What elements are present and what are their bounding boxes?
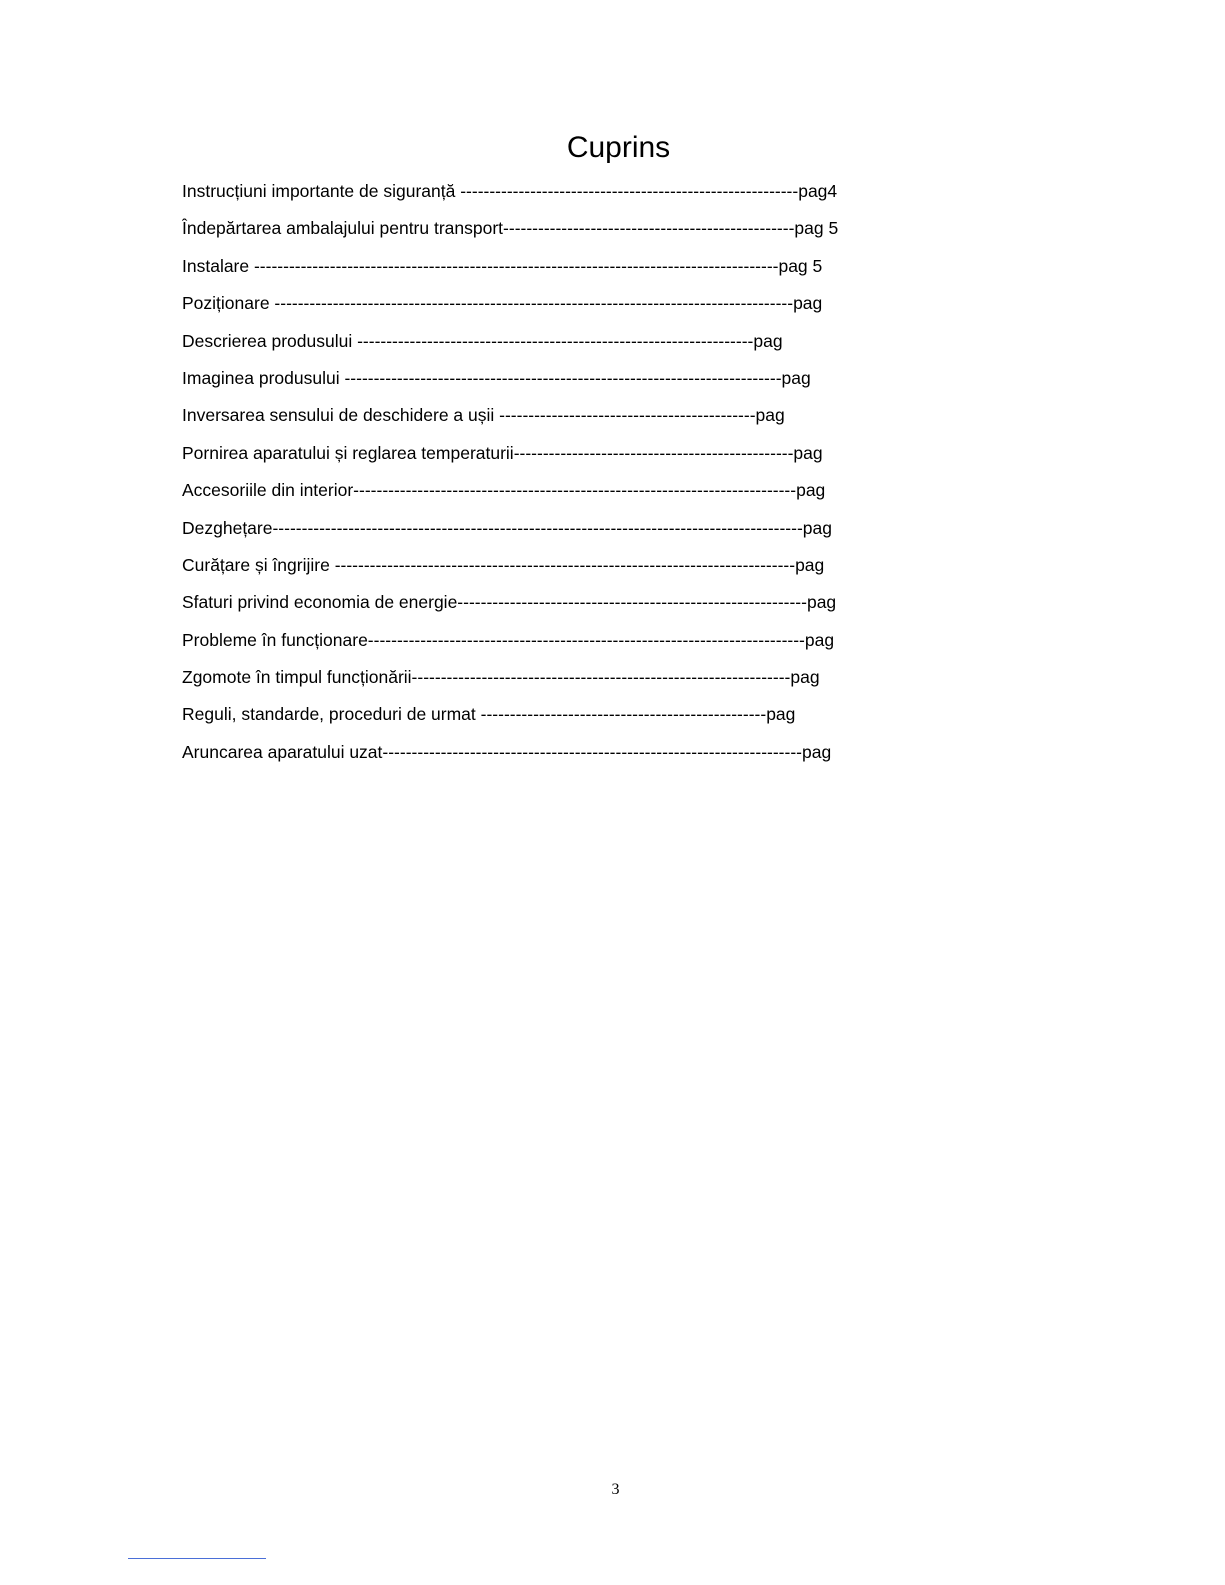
toc-entry: Accesoriile din interior----------------------------------------------------------------------------pag	[182, 480, 826, 501]
toc-entry: Imaginea produsului ---------------------------------------------------------------------------pag	[182, 367, 811, 388]
toc-entry: Pornirea aparatului și reglarea temperaturii------------------------------------------------pag	[182, 442, 823, 463]
toc-entry: Poziționare -----------------------------------------------------------------------------------------pag	[182, 293, 823, 314]
page-title: Cuprins	[566, 131, 671, 164]
toc-entry: Zgomote în timpul funcționării-----------------------------------------------------------------pag	[182, 667, 820, 688]
toc-entry: Curățare și îngrijire -------------------------------------------------------------------------------pag	[182, 554, 825, 575]
toc-entry: Probleme în funcționare---------------------------------------------------------------------------pag	[182, 629, 835, 650]
page-number: 3	[611, 1481, 620, 1498]
table-of-contents	[182, 175, 902, 773]
toc-entry: Sfaturi privind economia de energie------------------------------------------------------------pag	[182, 592, 837, 613]
toc-entry: Aruncarea aparatului uzat------------------------------------------------------------------------pag	[182, 741, 832, 762]
toc-entry: Instrucțiuni importante de siguranță ----------------------------------------------------------pag4	[182, 181, 838, 201]
toc-entry: Dezghețare-------------------------------------------------------------------------------------------pag	[182, 517, 832, 538]
toc-entry: Reguli, standarde, proceduri de urmat -------------------------------------------------pag	[182, 704, 796, 725]
footer-rule	[128, 1558, 266, 1559]
toc-entry: Îndepărtarea ambalajului pentru transport--------------------------------------------------pag 5	[182, 218, 839, 239]
toc-entry: Instalare ------------------------------------------------------------------------------------------pag 5	[182, 255, 823, 276]
toc-entry: Inversarea sensului de deschidere a ușii --------------------------------------------pag	[182, 405, 785, 426]
toc-entry: Descrierea produsului --------------------------------------------------------------------pag	[182, 330, 783, 351]
